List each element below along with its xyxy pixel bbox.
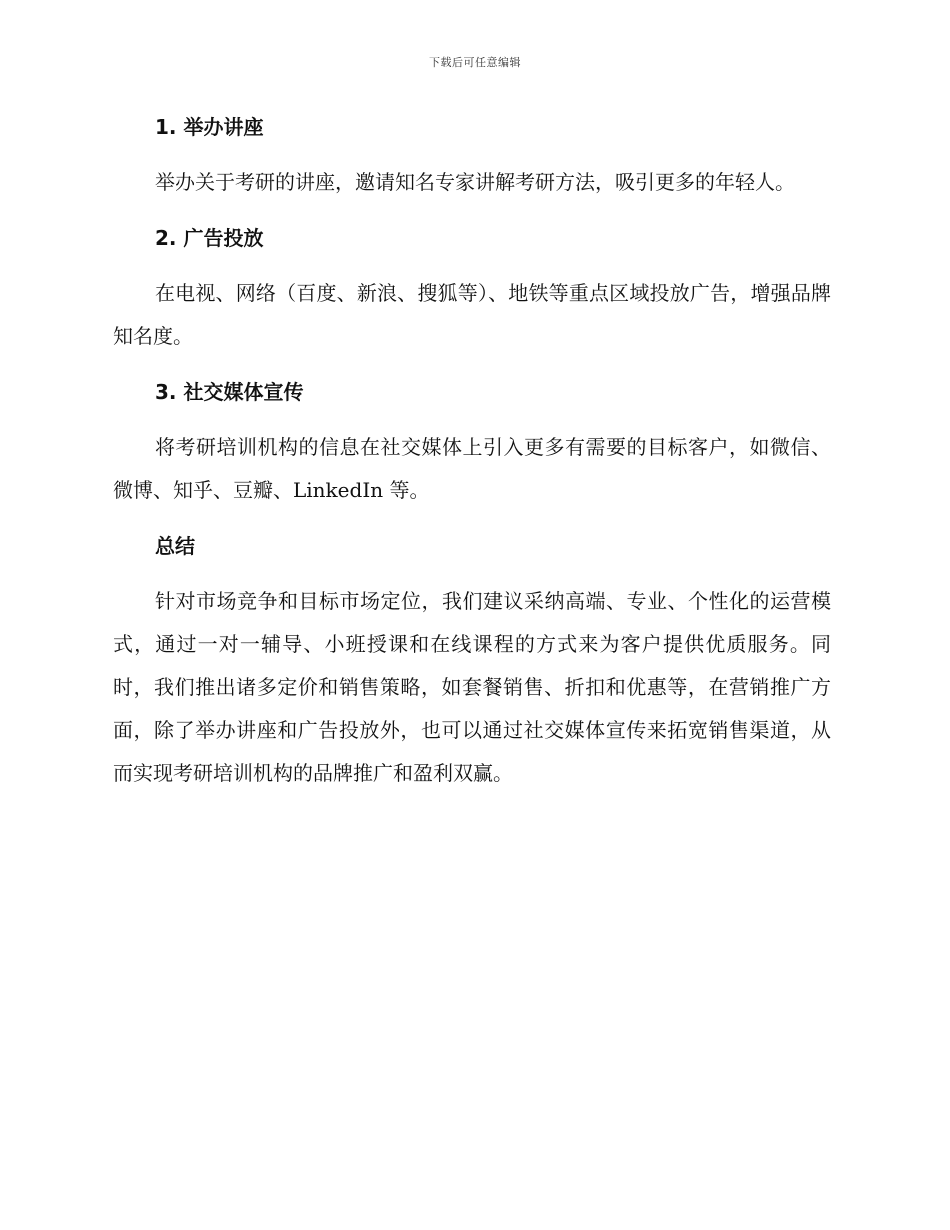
section-heading-lectures: 1. 举办讲座 [155, 115, 264, 139]
section-heading-social-media: 3. 社交媒体宣传 [155, 380, 304, 404]
section-heading-summary: 总结 [155, 534, 195, 558]
page-header: 下载后可任意编辑 [429, 56, 521, 69]
section-body-social-media: 将考研培训机构的信息在社交媒体上引入更多有需要的目标客户，如微信、微博、知乎、豆瓣、LinkedIn 等。 [113, 435, 831, 502]
document-body [113, 110, 831, 795]
section-body-advertising: 在电视、网络（百度、新浪、搜狐等）、地铁等重点区域投放广告，增强品牌知名度。 [113, 281, 831, 348]
section-body-summary: 针对市场竞争和目标市场定位，我们建议采纳高端、专业、个性化的运营模式，通过一对一辅导、小班授课和在线课程的方式来为客户提供优质服务。同时，我们推出诸多定价和销售策略，如套餐销售、折扣和优惠等，在营销推广方面，除了举办讲座和广告投放外，也可以通过社交媒体宣传来拓宽销售渠道，从而实现考研培训机构的品牌推广和盈利双赢。 [113, 589, 831, 785]
section-heading-advertising: 2. 广告投放 [155, 226, 264, 250]
section-body-lectures: 举办关于考研的讲座，邀请知名专家讲解考研方法，吸引更多的年轻人。 [155, 170, 795, 194]
